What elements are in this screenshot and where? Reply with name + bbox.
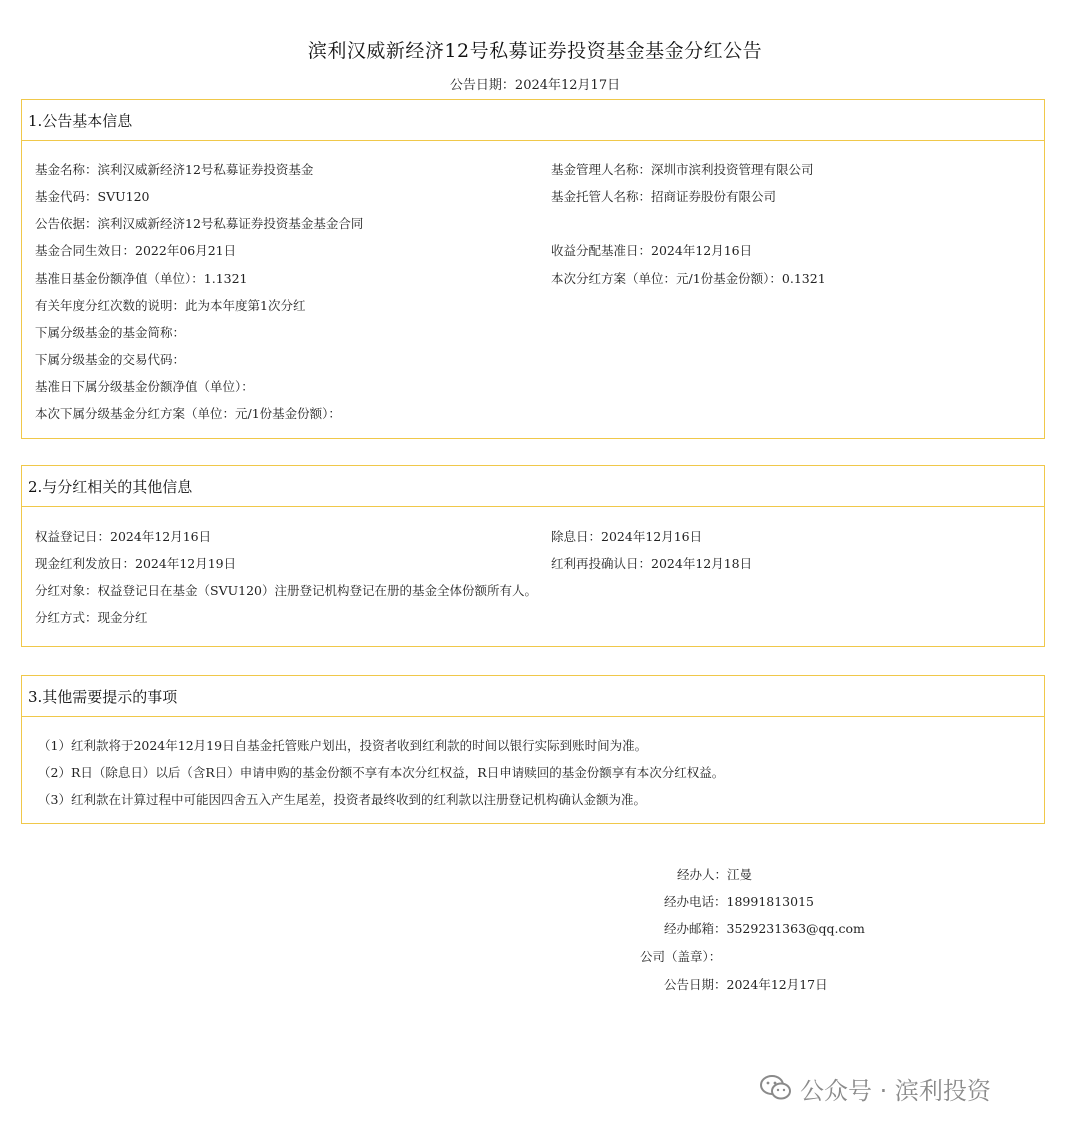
wechat-watermark	[760, 1068, 991, 1108]
info-row	[35, 404, 341, 422]
handler-label: 经办人：	[677, 867, 728, 882]
info-row	[551, 160, 814, 178]
info-value: 滨利汉威新经济12号私募证券投资基金基金合同	[97, 216, 364, 231]
info-row	[35, 187, 150, 205]
info-label: 基金托管人名称：	[551, 189, 652, 204]
info-label: 红利再投确认日：	[551, 556, 652, 571]
info-value: 权益登记日在基金（SVU120）注册登记机构登记在册的基金全体份额所有人。	[97, 583, 538, 598]
watermark-text: 公众号 · 滨利投资	[800, 1076, 991, 1105]
info-value: 2024年12月19日	[135, 556, 237, 571]
info-value: 2024年12月18日	[651, 556, 753, 571]
info-label: 基金名称：	[35, 162, 98, 177]
note-item: （3）红利款在计算过程中可能因四舍五入产生尾差，投资者最终收到的红利款以注册登记机构确认金额为准。	[38, 792, 646, 807]
info-row	[35, 160, 313, 178]
company-seal-line	[640, 947, 721, 965]
info-value: 2022年06月21日	[135, 243, 237, 258]
info-label: 基金代码：	[35, 189, 98, 204]
signature-date-label: 公告日期：	[664, 977, 727, 992]
info-value: 2024年12月16日	[651, 243, 753, 258]
info-row	[35, 296, 305, 314]
info-label: 下属分级基金的基金简称：	[35, 325, 186, 340]
info-label: 基准日基金份额净值（单位）：	[35, 271, 204, 286]
section-heading: 1.公告基本信息	[22, 100, 1044, 141]
phone-line	[664, 892, 814, 910]
info-row	[551, 241, 752, 259]
info-label: 下属分级基金的交易代码：	[35, 352, 186, 367]
phone-value: 18991813015	[726, 894, 814, 909]
info-label: 分红对象：	[35, 583, 98, 598]
signature-date-line	[664, 975, 828, 993]
company-seal-label: 公司（盖章）：	[640, 949, 722, 964]
info-label: 本次分红方案（单位：元/1份基金份额）：	[551, 271, 782, 286]
signature-date-value: 2024年12月17日	[726, 977, 828, 992]
info-value: 0.1321	[781, 271, 826, 286]
info-label: 权益登记日：	[35, 529, 111, 544]
section-heading: 2.与分红相关的其他信息	[22, 466, 1044, 507]
note-item: （2）R日（除息日）以后（含R日）申请申购的基金份额不享有本次分红权益，R日申请赎回的基金份额享有本次分红权益。	[38, 765, 725, 780]
note-item: （1）红利款将于2024年12月19日自基金托管账户划出，投资者收到红利款的时间以银行实际到账时间为准。	[38, 738, 648, 753]
info-row	[35, 377, 254, 395]
info-label: 基金合同生效日：	[35, 243, 136, 258]
info-label: 除息日：	[551, 529, 602, 544]
info-value: 1.1321	[203, 271, 248, 286]
info-label: 分红方式：	[35, 610, 98, 625]
info-value: SVU120	[97, 189, 150, 204]
info-row	[35, 214, 363, 232]
info-row	[551, 187, 776, 205]
info-row	[35, 608, 148, 626]
email-value: 3529231363@qq.com	[726, 921, 865, 936]
info-value: 现金分红	[97, 610, 148, 625]
handler-value: 江曼	[727, 867, 753, 882]
phone-label: 经办电话：	[664, 894, 727, 909]
info-label: 有关年度分红次数的说明：	[35, 298, 186, 313]
info-label: 现金红利发放日：	[35, 556, 136, 571]
info-label: 收益分配基准日：	[551, 243, 652, 258]
info-value: 2024年12月16日	[601, 529, 703, 544]
info-value: 招商证券股份有限公司	[651, 189, 777, 204]
info-row	[551, 554, 752, 572]
announcement-date-label: 公告日期：	[449, 78, 515, 93]
announcement-date-value: 2024年12月17日	[514, 78, 621, 93]
info-row	[35, 269, 248, 287]
info-row	[551, 269, 826, 287]
info-value: 2024年12月16日	[110, 529, 212, 544]
info-row	[551, 527, 702, 545]
handler-line	[677, 865, 752, 883]
info-value: 深圳市滨利投资管理有限公司	[651, 162, 814, 177]
section-heading: 3.其他需要提示的事项	[22, 676, 1044, 717]
email-line	[664, 919, 865, 937]
info-value: 此为本年度第1次分红	[185, 298, 306, 313]
info-label: 基准日下属分级基金份额净值（单位）：	[35, 379, 254, 394]
wechat-icon	[760, 1074, 792, 1102]
email-label: 经办邮箱：	[664, 921, 727, 936]
info-row	[35, 350, 185, 368]
info-label: 公告依据：	[35, 216, 98, 231]
info-row	[35, 323, 185, 341]
info-label: 基金管理人名称：	[551, 162, 652, 177]
info-row	[35, 241, 236, 259]
info-row	[35, 581, 537, 599]
announcement-date	[0, 74, 1070, 93]
info-row	[35, 527, 211, 545]
page-title: 滨利汉威新经济12号私募证券投资基金基金分红公告	[307, 40, 763, 62]
info-row	[35, 554, 236, 572]
info-label: 本次下属分级基金分红方案（单位：元/1份基金份额）：	[35, 406, 341, 421]
info-value: 滨利汉威新经济12号私募证券投资基金	[97, 162, 314, 177]
